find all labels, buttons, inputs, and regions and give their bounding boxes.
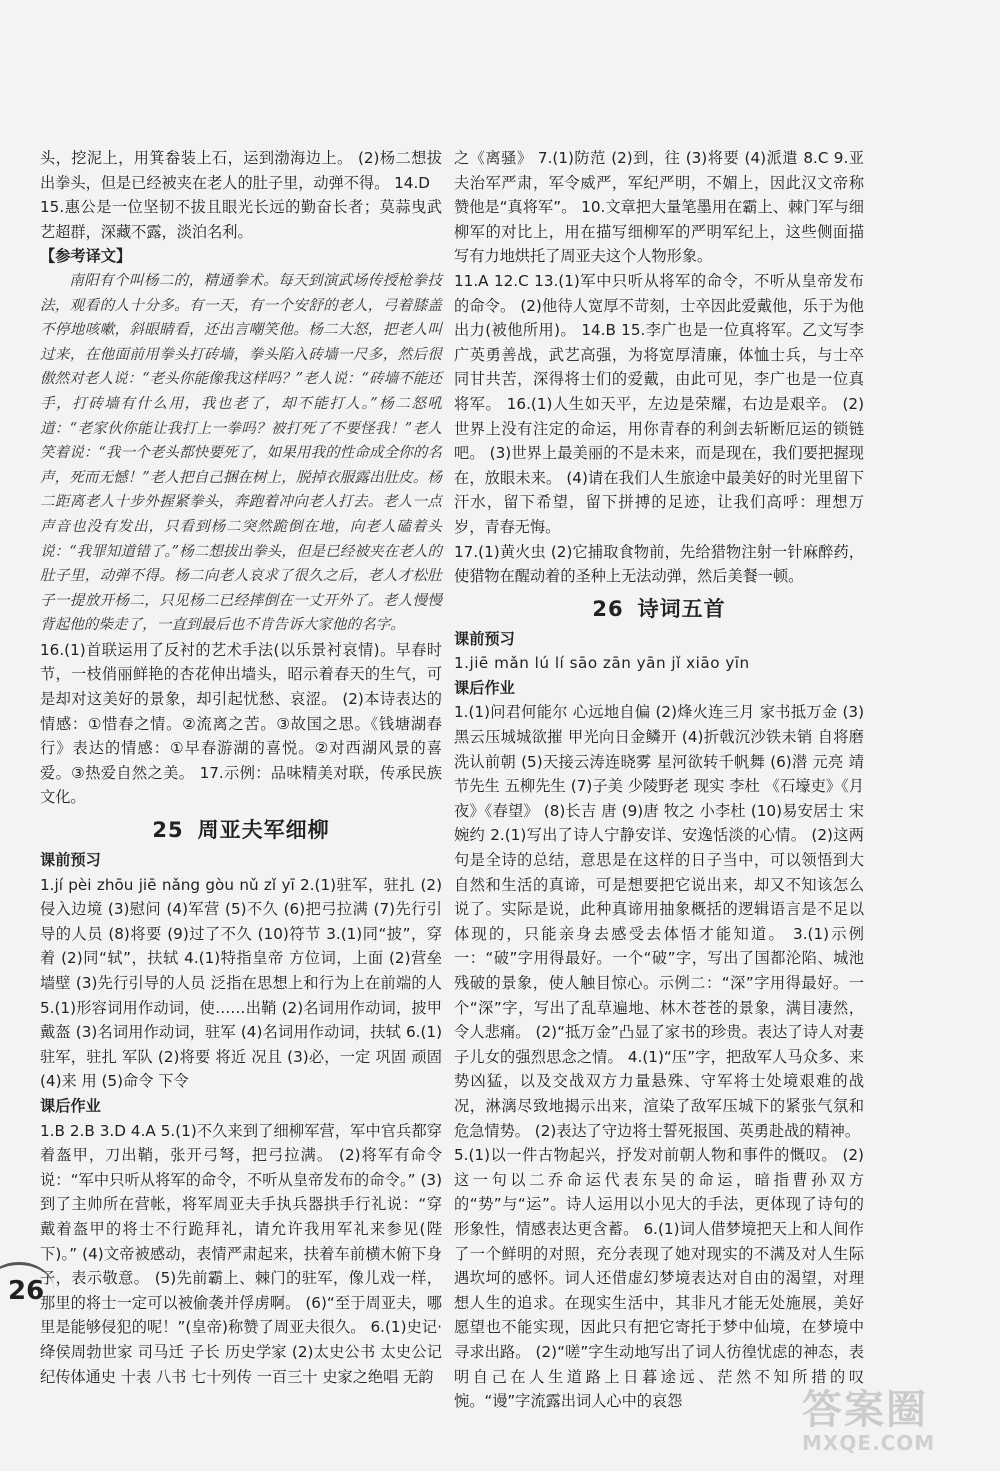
section-title [40,814,442,846]
post-class-answers: 1.B 2.B 3.D 4.A 5.(1)不久来到了细柳军营，军中官兵都穿着盔甲，刀出鞘，张开弓弩，把弓拉满。 (2)将军有命令说：“军中只听从将军的命令，不听从皇帝发布的命令。” (3)到了主帅所在营帐，将军周亚夫手执兵器拱手行礼说：“穿戴着盔甲的将士不行跪拜礼，请允许我用军礼来参见(陛下)。” (4)文帝被感动，表情严肃起来，扶着车前横木俯下身子，表示敬意。 (5)先前霸上、棘门的驻军，像儿戏一样，那里的将士一定可以被偷袭并俘虏啊。 (6)“至于周亚夫，哪里是能够侵犯的呢！”(皇帝)称赞了周亚夫很久。 6.(1)史记·绛侯周勃世家 司马迁 子长 历史学家 (2)太史公书 太史公记 纪传体通史 十表 八书 七十列传 一百三十 史家之绝唱 无韵 [40,1121,442,1386]
section-number: 25 [152,818,184,843]
pre-class-answers: 1.jiē mǎn lú lí sāo zān yān jǐ xiāo yīn [454,654,750,673]
watermark-logo [802,1378,982,1458]
left-column [40,146,442,1389]
section-title [454,593,864,625]
answer-paragraph: 17.(1)黄火虫 (2)它捕取食物前，先给猎物注射一针麻醉药，使猎物在醒动着的圣种上无法动弹，然后美餐一顿。 [454,542,864,586]
watermark-url: MXQE.COM [802,1431,936,1455]
answer-paragraph: 16.(1)首联运用了反衬的艺术手法(以乐景衬哀情)。早春时节，一枝俏丽鲜艳的杏花伸出墙头，昭示着春天的生气，可是却对这美好的景象，却引起忧愁、哀涩。 (2)本诗表达的情感：①惜春之情。②流离之苦。③故国之思。《钱塘湖春行》表达的情感：①早春游湖的喜悦。②对西湖风景的喜爱。③热爱自然之美。 17.示例：品味精美对联，传承民族文化。 [40,640,442,807]
section-number: 26 [592,596,624,621]
answer-paragraph: 15.惠公是一位坚韧不拔且眼光长远的勤奋长者；莫蒜曳武艺超群，深藏不露，淡泊名利。 [40,198,442,241]
answer-paragraph: 之《离骚》 7.(1)防范 (2)到，往 (3)将要 (4)派遣 8.C 9.亚夫治军严肃，军令威严，军纪严明，不媚上，因此汉文帝称赞他是“真将军”。 10.文章把大量笔墨用在霸上、棘门军与细柳军的对比上，用在描写细柳军的严明军纪上，这些侧面描写有力地烘托了周亚夫这个人物形象。 [454,149,864,266]
pre-class-label: 课前预习 [40,851,101,870]
post-class-answers: 1.(1)问君何能尔 心远地自偏 (2)烽火连三月 家书抵万金 (3)黑云压城城欲摧 甲光向日金鳞开 (4)折戟沉沙铁未销 自将磨洗认前朝 (5)天接云涛连晓雾 星河欲转千帆舞 (6)潜 元亮 靖节先生 五柳先生 (7)子美 少陵野老 现实 李杜 《石壕吏》《月夜》《春望》 (8)长吉 唐 (9)唐 牧之 小李杜 (10)易安居士 宋 婉约 2.(1)写出了诗人宁静安详、安逸恬淡的心情。 (2)这两句是全诗的总结，意思是在这样的日子当中，可以领悟到大自然和生活的真谛，可是想要把它说出来，却又不知该怎么说了。实际是说，此种真谛用抽象概括的逻辑语言是不足以体现的，只能亲身去感受去体悟才能知道。 3.(1)示例一：“破”字用得最好。一个“破”字，写出了国都沦陷、城池残破的景象，使人触目惊心。示例二：“深”字用得最好。一个“深”字，写出了乱草遍地、林木苍苍的景象，满目凄然，令人悲痛。 (2)“抵万金”凸显了家书的珍贵。表达了诗人对妻子儿女的强烈思念之情。 4.(1)“压”字，把敌军人马众多、来势凶猛，以及交战双方力量悬殊、守军将士处境艰难的战况，淋漓尽致地揭示出来，渲染了敌军压城下的紧张气氛和危急情势。 (2)表达了守边将士誓死报国、英勇赴战的精神。 [454,703,864,1140]
handwritten-translation: 南阳有个叫杨二的，精通拳术。每天到演武场传授枪拳技法，观看的人十分多。有一天，有一个安舒的老人，弓着膝盖不停地咳嗽，斜眼睛看，还出言嘲笑他。杨二大怒，把老人叫过来，在他面前用拳头打砖墙，拳头陷入砖墙一尺多，然后很傲然对老人说：“老头你能像我这样吗？”老人说：“砖墙不能还手，打砖墙有什么用，我也老了，却不能打人。”杨二怒吼道：“老家伙你能让我打上一拳吗？被打死了不要怪我！”老人笑着说：“我一个老头都快要死了，如果用我的性命成全你的名声，死而无憾！”老人把自己捆在树上，脱掉衣服露出肚皮。杨二距离老人十步外握紧拳头，奔跑着冲向老人打去。老人一点声音也没有发出，只看到杨二突然跪倒在地，向老人磕着头说：“我罪知道错了。”杨二想拔出拳头，但是已经被夹在老人的肚子里，动弹不得。杨二向老人哀求了很久之后，老人才松肚子一提放开杨二，只见杨二已经摔倒在一丈开外了。老人慢慢背起他的柴走了，一直到最后也不肯告诉大家他的名字。 [40,271,442,634]
post-class-label: 课后作业 [454,678,515,697]
section-heading: 诗词五首 [637,596,726,621]
watermark-text: 答案圈 [802,1387,928,1433]
page-number: 26 [8,1276,45,1306]
section-heading: 周亚夫军细柳 [197,818,330,843]
answer-paragraph: 5.(1)以一件古物起兴，抒发对前朝人物和事件的慨叹。 (2)这一句以二乔命运代表东吴的命运，暗指曹孙双方的“势”与“运”。诗人运用以小见大的手法，更体现了诗句的形象性，情感表达更含蓄。 6.(1)词人借梦境把天上和人间作了一个鲜明的对照，充分表现了她对现实的不满及对人生际遇坎坷的感怀。词人还借虚幻梦境表达对自由的渴望，对理想人生的追求。在现实生活中，其非凡才能无处施展，美好愿望也不能实现，因此只有把它寄托于梦中仙境，在梦境中寻求出路。 (2)“嗟”字生动地写出了词人彷徨忧虑的神态，表明自己在人生道路上日暮途远、茫然不知所措的叹惋。“谩”字流露出词人心中的哀怨 [454,1146,864,1411]
pre-class-label: 课前预习 [454,629,515,648]
answer-paragraph: 头，挖泥上，用箕畚装上石，运到渤海边上。 (2)杨二想拔出拳头，但是已经被夹在老人的肚子里，动弹不得。 14.D [40,149,442,192]
answer-paragraph: 11.A 12.C 13.(1)军中只听从将军的命令，不听从皇帝发布的命令。 (2)他待人宽厚不苛刻，士卒因此爱戴他，乐于为他出力(被他所用)。 14.B 15.李广也是一位真将军。乙文写李广英勇善战，武艺高强，为将宽厚清廉，体恤士兵，与士卒同甘共苦，深得将士们的爱戴，由此可见，李广也是一位真将军。 16.(1)人生如天平，左边是荣耀，右边是艰辛。 (2)世界上没有注定的命运，用你青春的利剑去斩断厄运的锁链吧。 (3)世界上最美丽的不是未来，而是现在，我们要把握现在，放眼未来。 (4)请在我们人生旅途中最美好的时光里留下汗水，留下希望，留下拼搏的足迹，让我们高呼：理想万岁，青春无悔。 [454,271,864,536]
right-column [454,146,864,1414]
reference-translation-label: 【参考译文】 [40,247,132,266]
post-class-label: 课后作业 [40,1096,101,1115]
pre-class-answers: 1.jí pèi zhōu jiē nǎng gòu nǔ zǐ yī 2.(1)驻军，驻扎 (2)侵入边境 (3)慰问 (4)军营 (5)不久 (6)把弓拉满 (7)先行引导的人员 (8)将要 (9)过了不久 (10)符节 3.(1)同“披”，穿着 (2)同“轼”，扶轼 4.(1)特指皇帝 方位词，上面 (2)营垒 墙壁 (3)先行引导的人员 泛指在思想上和行为上在前端的人 5.(1)形容词用作动词，使……出鞘 (2)名词用作动词，披甲戴盔 (3)名词用作动词，驻军 (4)名词用作动词，扶轼 6.(1)驻军，驻扎 军队 (2)将要 将近 况且 (3)必，一定 巩固 顽固 (4)来 用 (5)命令 下令 [40,875,442,1091]
